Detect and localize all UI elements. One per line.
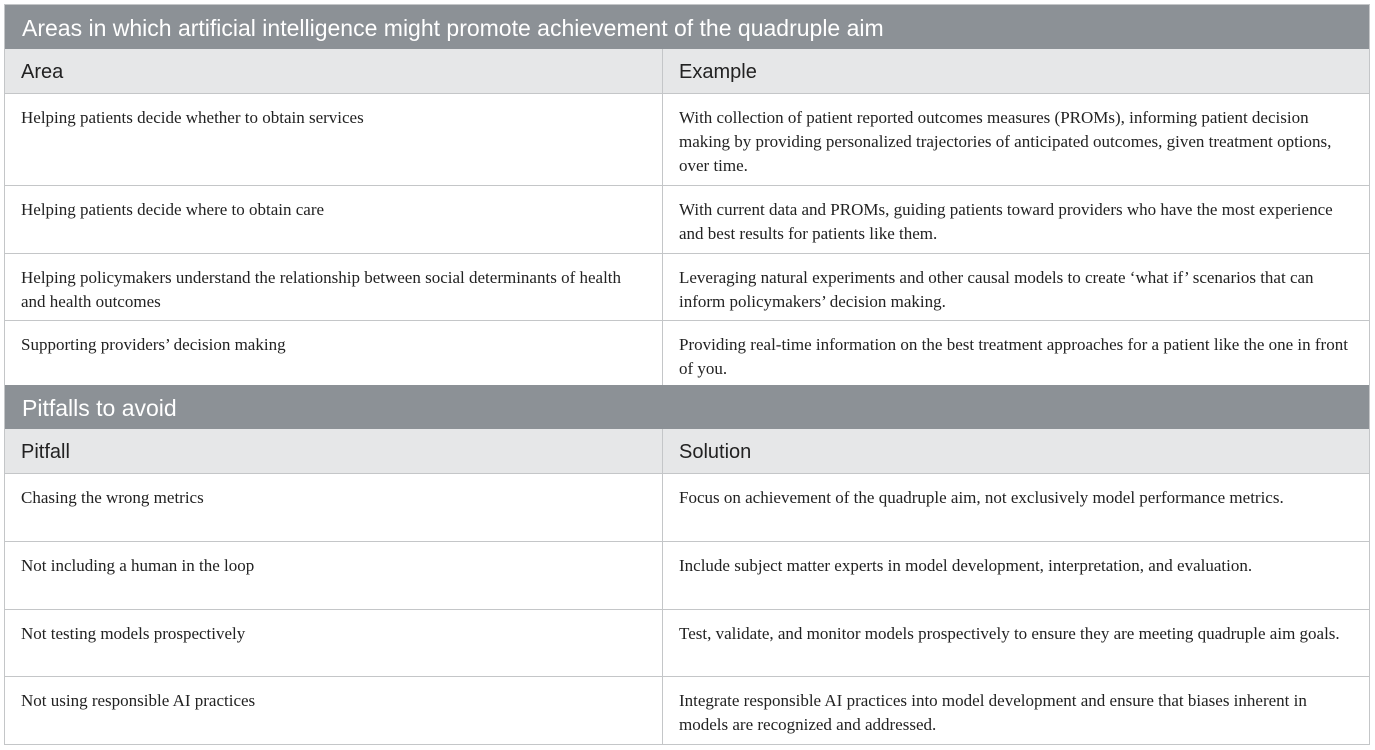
solution-cell: Integrate responsible AI practices into model development and ensure that biases inherent in models are recognized and addressed. xyxy=(679,691,1307,734)
area-cell: Helping patients decide where to obtain care xyxy=(5,186,663,253)
table-row xyxy=(5,541,1369,609)
quadruple-aim-table xyxy=(4,4,1370,745)
area-cell: Helping policymakers understand the relationship between social determinants of health and health outcomes xyxy=(5,254,663,320)
section-title-pitfalls: Pitfalls to avoid xyxy=(5,385,1369,429)
pitfall-cell: Chasing the wrong metrics xyxy=(5,474,663,541)
column-header-example: Example xyxy=(679,61,757,83)
solution-cell: Include subject matter experts in model development, interpretation, and evaluation. xyxy=(679,556,1253,575)
column-header-row-pitfalls xyxy=(5,429,1369,473)
table-row xyxy=(5,320,1369,385)
table-row xyxy=(5,253,1369,320)
area-cell: Helping patients decide whether to obtain services xyxy=(5,94,663,185)
example-cell: With collection of patient reported outcomes measures (PROMs), informing patient decision making by providing personalized trajectories of anticipated outcomes, given treatment options, over time. xyxy=(679,108,1332,175)
table-row xyxy=(5,185,1369,253)
pitfall-cell: Not using responsible AI practices xyxy=(5,677,663,744)
table-row xyxy=(5,93,1369,185)
column-header-area: Area xyxy=(5,49,663,93)
solution-cell: Focus on achievement of the quadruple aim, not exclusively model performance metrics. xyxy=(679,488,1284,507)
table-row xyxy=(5,473,1369,541)
solution-cell: Test, validate, and monitor models prospectively to ensure they are meeting quadruple aim goals. xyxy=(679,624,1340,643)
table-row xyxy=(5,676,1369,744)
example-cell: Providing real-time information on the best treatment approaches for a patient like the one in front of you. xyxy=(679,335,1348,378)
column-header-row-areas xyxy=(5,49,1369,93)
example-cell: Leveraging natural experiments and other causal models to create ‘what if’ scenarios that can inform policymakers’ decision making. xyxy=(679,268,1314,311)
column-header-pitfall: Pitfall xyxy=(5,429,663,473)
pitfall-cell: Not testing models prospectively xyxy=(5,610,663,676)
area-cell: Supporting providers’ decision making xyxy=(5,321,663,385)
table-row xyxy=(5,609,1369,676)
column-header-solution: Solution xyxy=(679,441,752,463)
pitfall-cell: Not including a human in the loop xyxy=(5,542,663,609)
example-cell: With current data and PROMs, guiding patients toward providers who have the most experience and best results for patients like them. xyxy=(679,200,1333,243)
section-title-areas: Areas in which artificial intelligence might promote achievement of the quadruple aim xyxy=(5,5,1369,49)
